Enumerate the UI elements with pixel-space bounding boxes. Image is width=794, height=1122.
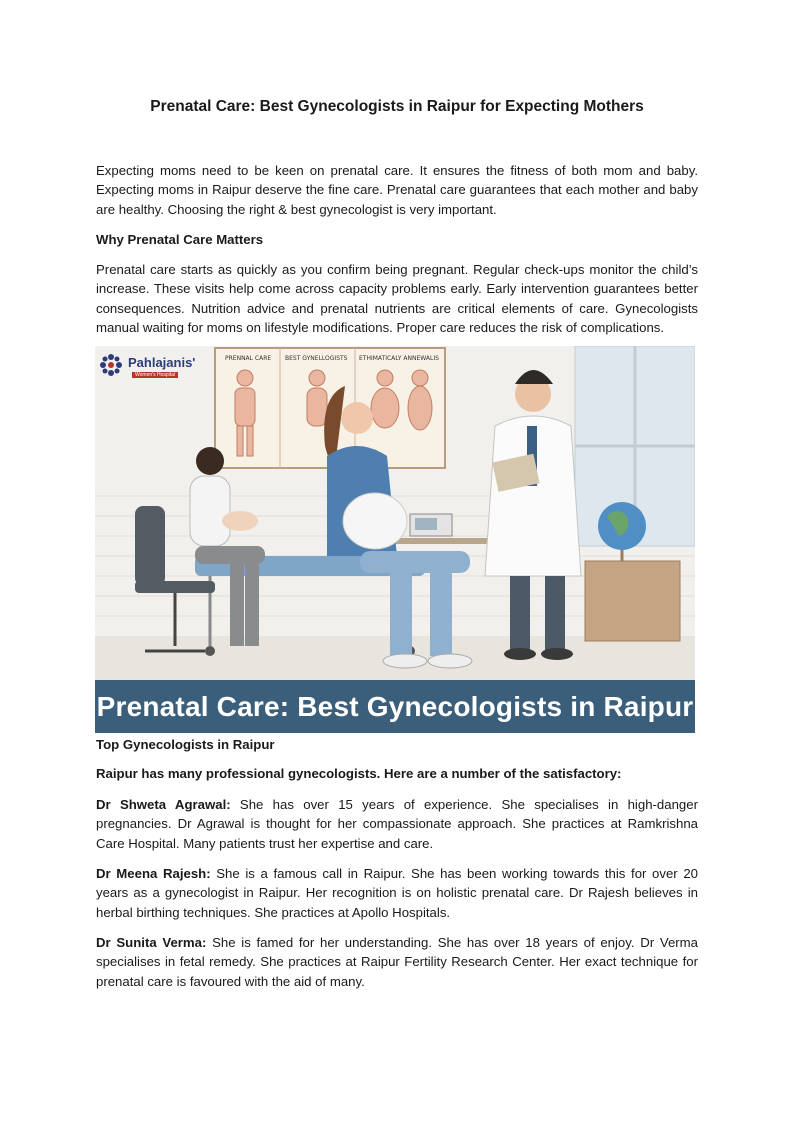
logo-name: Pahlajanis' xyxy=(128,355,196,370)
figure-banner: Prenatal Care: Best Gynecologists in Raipur xyxy=(95,680,695,733)
intro-paragraph: Expecting moms need to be keen on prenatal care. It ensures the fitness of both mom and baby. Expecting moms in Raipur deserve the fine care. Prenatal care guarantees that each mother and baby are healthy. Choosing the right & best gynecologist is very important. xyxy=(96,163,698,217)
poster-label-3: ETHIMATICALY ANNEWALIS xyxy=(359,355,439,362)
section-heading-top-gynecologists: Top Gynecologists in Raipur xyxy=(96,737,275,752)
doctor-name: Dr Shweta Agrawal: xyxy=(96,797,231,812)
doctor-paragraph xyxy=(96,864,698,922)
logo-flower-icon xyxy=(98,352,124,378)
clinic-illustration xyxy=(95,346,695,680)
document-title: Prenatal Care: Best Gynecologists in Raipur for Expecting Mothers xyxy=(150,98,644,115)
doctor-paragraph xyxy=(96,933,698,991)
doctor-description: She is famed for her understanding. She has over 18 years of enjoy. Dr Verma specialises in fetal remedy. She practices at Raipur Fertility Research Center. Her exact technique for prenatal care is favoured with the aid of many. xyxy=(96,935,698,989)
poster-label-1: PRENNAL CARE xyxy=(225,355,272,362)
section-heading-why: Why Prenatal Care Matters xyxy=(96,232,264,247)
why-paragraph: Prenatal care starts as quickly as you confirm being pregnant. Regular check-ups monitor the child’s increase. These visits help come across capacity problems early. Early intervention guarantees better consequences. Nutrition advice and prenatal nutrients are critical elements of care. Gynecologists manual waiting for moms on lifestyle modifications. Proper care reduces the risk of complications. xyxy=(96,262,698,336)
logo-tagline: Women's Hospital xyxy=(132,372,178,378)
hospital-logo xyxy=(98,352,218,380)
doctor-description: She is a famous call in Raipur. She has been working towards this for over 20 years as a gynecologist in Raipur. Her recognition is on holistic prenatal care. Dr Rajesh believes in herbal birthing techniques. She practices at Apollo Hospitals. xyxy=(96,866,698,920)
section-subheading: Raipur has many professional gynecologists. Here are a number of the satisfactory: xyxy=(96,766,622,781)
doctor-paragraph xyxy=(96,795,698,853)
poster-label-2: BEST GYNELLOGISTS xyxy=(285,355,348,362)
illustration-figure xyxy=(95,346,695,733)
doctor-name: Dr Sunita Verma: xyxy=(96,935,207,950)
doctor-name: Dr Meena Rajesh: xyxy=(96,866,211,881)
doctor-description: She has over 15 years of experience. She specialises in high-danger pregnancies. Dr Agrawal is thought for her compassionate approach. She practices at Ramkrishna Care Hospital. Many patients trust her expertise and care. xyxy=(96,797,698,851)
